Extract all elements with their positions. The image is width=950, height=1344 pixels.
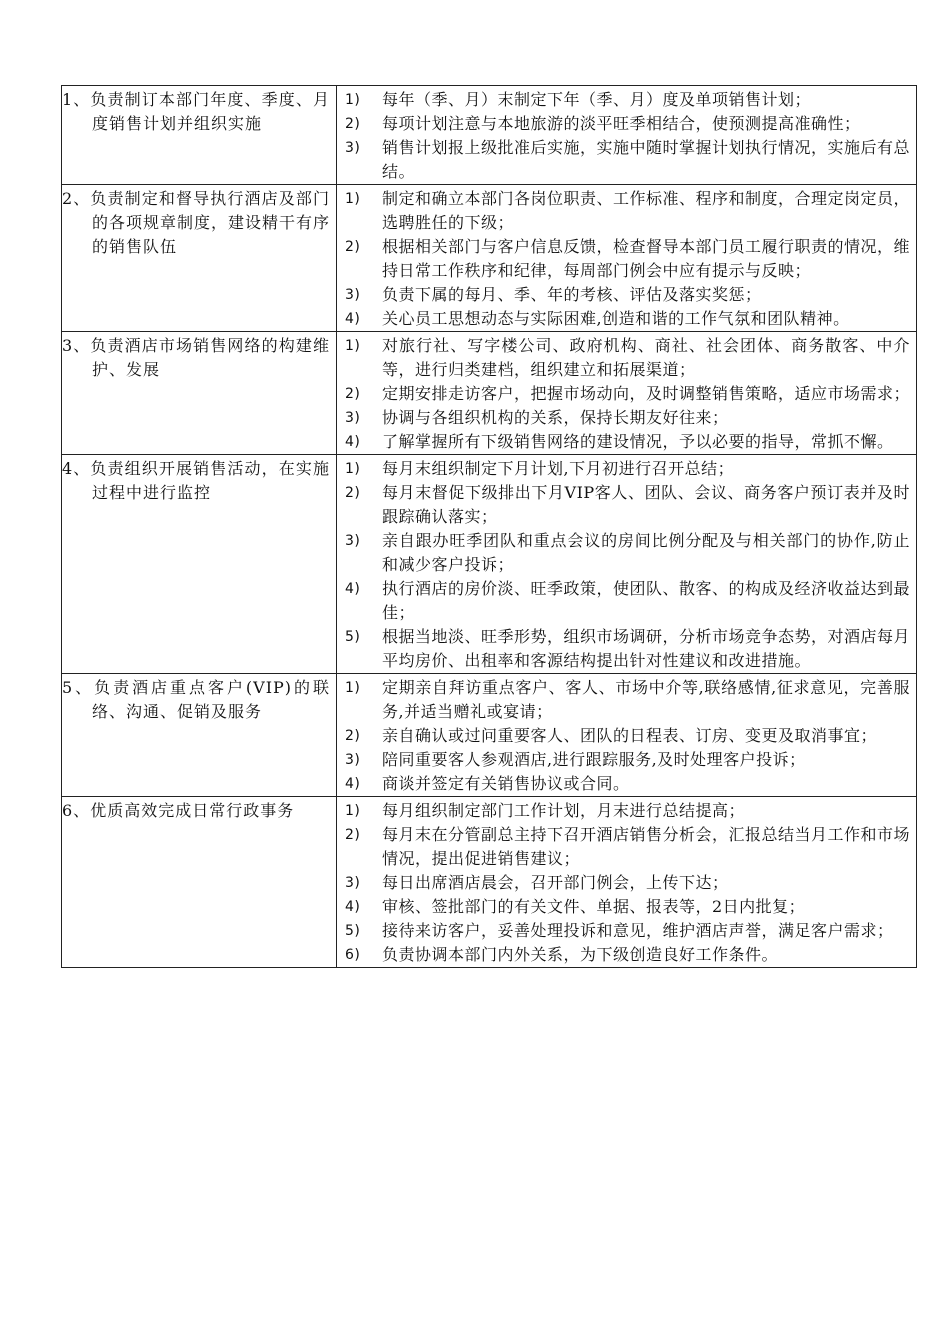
item-text: 每月组织制定部门工作计划，月末进行总结提高； [382,801,746,820]
item-number: 3) [345,140,361,156]
responsibility-number: 3、 [62,336,91,355]
item-text: 审核、签批部门的有关文件、单据、报表等，2日内批复； [382,897,806,916]
task-cell [337,185,917,332]
list-item [345,307,910,331]
item-text: 定期亲自拜访重点客户、客人、市场中介等,联络感情,征求意见，完善服务,并适当赠礼或宴请； [382,678,910,721]
responsibility-text [62,455,336,505]
list-item [345,430,910,454]
item-number: 2) [345,116,361,132]
item-text: 每年（季、月）末制定下年（季、月）度及单项销售计划； [382,90,812,109]
responsibility-number: 1、 [62,90,91,109]
list-item [345,823,910,871]
responsibility-text [62,86,336,136]
item-text: 每项计划注意与本地旅游的淡平旺季相结合，使预测提高准确性； [382,114,861,133]
item-text: 每日出席酒店晨会，召开部门例会，上传下达； [382,873,729,892]
list-item [345,943,910,967]
table-row [62,797,917,968]
list-item [345,676,910,724]
responsibility-title: 负责酒店重点客户(VIP)的联络、沟通、促销及服务 [92,678,330,721]
item-text: 每月末组织制定下月计划,下月初进行召开总结； [382,459,735,478]
table-row [62,332,917,455]
task-cell [337,674,917,797]
item-text: 每月末督促下级排出下月VIP客人、团队、会议、商务客户预订表并及时跟踪确认落实； [382,483,910,526]
task-list [337,185,916,331]
list-item [345,625,910,673]
item-text: 对旅行社、写字楼公司、政府机构、商社、社会团体、商务散客、中介等，进行归类建档，组织建立和拓展渠道； [382,336,910,379]
task-list [337,674,916,796]
item-text: 亲自跟办旺季团队和重点会议的房间比例分配及与相关部门的协作,防止和减少客户投诉； [382,531,910,574]
item-number: 4) [345,311,361,327]
responsibility-cell [62,797,337,968]
item-text: 亲自确认或过问重要客人、团队的日程表、订房、变更及取消事宜； [382,726,878,745]
item-number: 2) [345,827,361,843]
responsibility-number: 6、 [62,801,91,820]
item-number: 3) [345,533,361,549]
task-cell [337,455,917,674]
item-number: 3) [345,287,361,303]
item-text: 接待来访客户，妥善处理投诉和意见，维护酒店声誉，满足客户需求； [382,921,894,940]
item-number: 2) [345,728,361,744]
item-text: 协调与各组织机构的关系，保持长期友好往来； [382,408,729,427]
responsibility-cell [62,674,337,797]
item-number: 1) [345,803,361,819]
item-number: 3) [345,875,361,891]
task-list [337,797,916,967]
item-text: 陪同重要客人参观酒店,进行跟踪服务,及时处理客户投诉； [382,750,806,769]
responsibility-title: 优质高效完成日常行政事务 [90,801,295,820]
responsibility-cell [62,455,337,674]
item-text: 关心员工思想动态与实际困难,创造和谐的工作气氛和团队精神。 [382,309,850,328]
table-row [62,86,917,185]
item-number: 6) [345,947,361,963]
list-item [345,919,910,943]
item-text: 根据相关部门与客户信息反馈，检查督导本部门员工履行职责的情况，维持日常工作秩序和纪律，每周部门例会中应有提示与反映； [382,237,911,280]
list-item [345,748,910,772]
list-item [345,283,910,307]
list-item [345,235,910,283]
item-text: 销售计划报上级批准后实施，实施中随时掌握计划执行情况，实施后有总结。 [382,138,911,181]
list-item [345,895,910,919]
list-item [345,481,910,529]
list-item [345,457,910,481]
duty-table [61,85,917,968]
list-item [345,136,910,184]
item-number: 2) [345,386,361,402]
item-number: 4) [345,434,361,450]
responsibility-cell [62,332,337,455]
responsibility-number: 4、 [62,459,91,478]
item-number: 1) [345,92,361,108]
item-text: 制定和确立本部门各岗位职责、工作标准、程序和制度，合理定岗定员，选聘胜任的下级； [382,189,911,232]
responsibility-text [62,185,336,259]
responsibility-text [62,797,336,823]
task-list [337,455,916,673]
item-number: 1) [345,680,361,696]
list-item [345,187,910,235]
item-number: 5) [345,923,361,939]
item-number: 1) [345,338,361,354]
item-number: 2) [345,239,361,255]
item-number: 4) [345,899,361,915]
task-cell [337,332,917,455]
item-number: 3) [345,752,361,768]
item-number: 3) [345,410,361,426]
task-list [337,86,916,184]
item-text: 了解掌握所有下级销售网络的建设情况，予以必要的指导，常抓不懈。 [382,432,894,451]
item-number: 4) [345,776,361,792]
list-item [345,724,910,748]
task-cell [337,797,917,968]
responsibility-title: 负责组织开展销售活动，在实施过程中进行监控 [90,459,330,502]
list-item [345,577,910,625]
item-text: 定期安排走访客户，把握市场动向，及时调整销售策略，适应市场需求； [382,384,911,403]
item-number: 2) [345,485,361,501]
task-cell [337,86,917,185]
table-row [62,674,917,797]
responsibility-cell [62,185,337,332]
item-text: 根据当地淡、旺季形势，组织市场调研，分析市场竞争态势，对酒店每月平均房价、出租率和客源结构提出针对性建议和改进措施。 [382,627,911,670]
item-text: 每月末在分管副总主持下召开酒店销售分析会，汇报总结当月工作和市场情况，提出促进销售建议； [382,825,911,868]
table-row [62,185,917,332]
responsibility-number: 5、 [62,678,95,697]
item-number: 1) [345,191,361,207]
responsibility-title: 负责酒店市场销售网络的构建维护、发展 [90,336,330,379]
item-number: 1) [345,461,361,477]
item-number: 5) [345,629,361,645]
responsibility-title: 负责制订本部门年度、季度、月度销售计划并组织实施 [90,90,330,133]
responsibility-text [62,674,336,724]
list-item [345,112,910,136]
document-page [61,85,916,968]
table-row [62,455,917,674]
list-item [345,529,910,577]
list-item [345,871,910,895]
responsibility-cell [62,86,337,185]
responsibility-text [62,332,336,382]
list-item [345,88,910,112]
item-text: 执行酒店的房价淡、旺季政策，使团队、散客、的构成及经济收益达到最佳； [382,579,911,622]
responsibility-title: 负责制定和督导执行酒店及部门的各项规章制度，建设精干有序的销售队伍 [90,189,331,256]
item-text: 商谈并签定有关销售协议或合同。 [382,774,630,793]
list-item [345,799,910,823]
task-list [337,332,916,454]
item-text: 负责协调本部门内外关系，为下级创造良好工作条件。 [382,945,779,964]
item-text: 负责下属的每月、季、年的考核、评估及落实奖惩； [382,285,762,304]
item-number: 4) [345,581,361,597]
list-item [345,382,910,406]
list-item [345,334,910,382]
responsibility-number: 2、 [62,189,91,208]
duty-table-body [62,86,917,968]
list-item [345,406,910,430]
list-item [345,772,910,796]
